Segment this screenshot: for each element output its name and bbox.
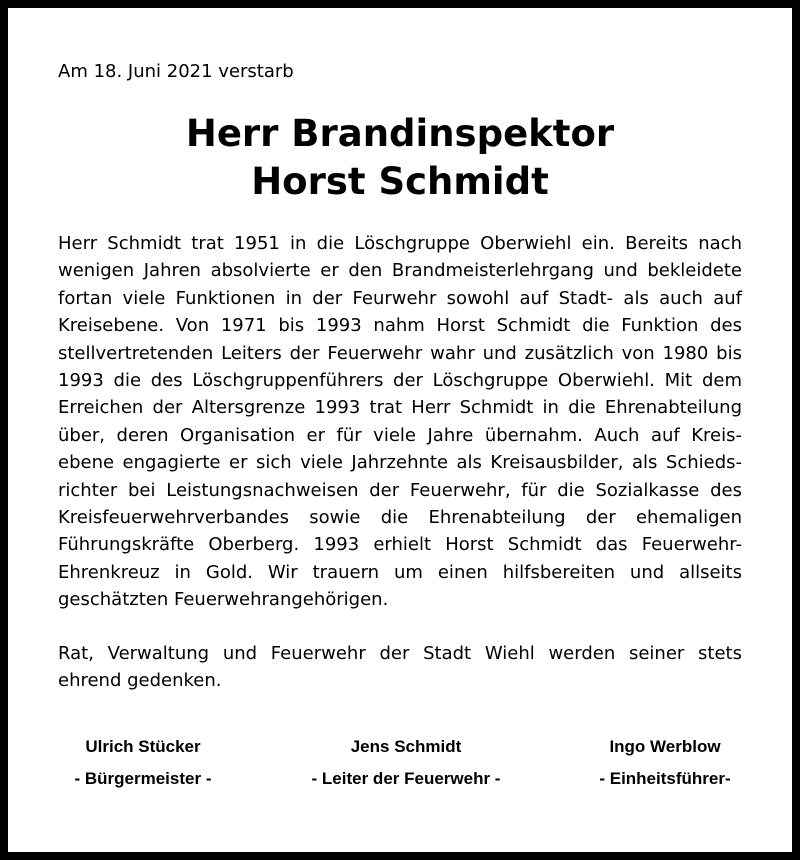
biography-line: Führungskräfte Oberberg. 1993 erhielt Horst Schmidt das Feuerwehr- xyxy=(58,534,742,556)
biography-paragraph xyxy=(58,230,742,614)
biography-line: ebene engagierte er sich viele Jahrzehnte als Kreisausbilder, als Schieds- xyxy=(58,452,742,474)
signatory-role: - Leiter der Feuerwehr - xyxy=(311,769,501,788)
signature-block xyxy=(58,731,742,801)
biography-line: geschätzten Feuerwehrangehörigen. xyxy=(58,589,389,611)
biography-line: Herr Schmidt trat 1951 in die Löschgruppe Oberwiehl ein. Bereits nach xyxy=(58,233,742,254)
biography-line: 1993 die des Löschgruppenführers der Löschgruppe Oberwiehl. Mit dem xyxy=(58,370,742,392)
closing-line: Rat, Verwaltung und Feuerwehr der Stadt Wiehl werden seiner stets xyxy=(58,643,742,664)
biography-line: Ehrenkreuz in Gold. Wir trauern um einen hilfsbereiten und allseits xyxy=(58,561,742,583)
name-line-title: Herr Brandinspektor xyxy=(185,112,615,155)
biography-line: fortan viele Funktionen in der Feurwehr sowohl auf Stadt- als auch auf xyxy=(58,287,742,309)
signatory-fire-chief xyxy=(286,731,526,795)
signatory-name: Ulrich Stücker xyxy=(85,737,201,756)
signatory-role: - Bürgermeister - xyxy=(74,769,212,788)
deceased-name xyxy=(8,110,792,206)
biography-line: richter bei Leistungsnachweisen der Feuerwehr, für die Sozialkasse des xyxy=(58,479,742,501)
signatory-name: Ingo Werblow xyxy=(609,737,721,756)
biography-line: stellvertretenden Leiters der Feuerwehr wahr und zusätzlich von 1980 bis xyxy=(58,342,742,364)
signatory-unit-leader xyxy=(580,731,750,795)
closing-line: ehrend gedenken. xyxy=(58,670,222,692)
biography-line: wenigen Jahren absolvierte er den Brandmeisterlehrgang und bekleidete xyxy=(58,260,742,282)
signatory-name: Jens Schmidt xyxy=(350,737,462,756)
intro-line: Am 18. Juni 2021 verstarb xyxy=(58,61,294,82)
biography-line: Kreisebene. Von 1971 bis 1993 nahm Horst Schmidt die Funktion des xyxy=(58,315,742,337)
biography-line: Erreichen der Altersgrenze 1993 trat Herr Schmidt in die Ehrenabteilung xyxy=(58,397,742,419)
name-line-name: Horst Schmidt xyxy=(251,160,549,203)
signatory-mayor xyxy=(58,731,228,795)
biography-line: Kreisfeuerwehrverbandes sowie die Ehrenabteilung der ehemaligen xyxy=(58,507,742,529)
closing-paragraph xyxy=(58,640,742,695)
signatory-role: - Einheitsführer- xyxy=(599,769,731,788)
biography-line: über, deren Organisation er für viele Jahre übernahm. Auch auf Kreis- xyxy=(58,424,742,446)
